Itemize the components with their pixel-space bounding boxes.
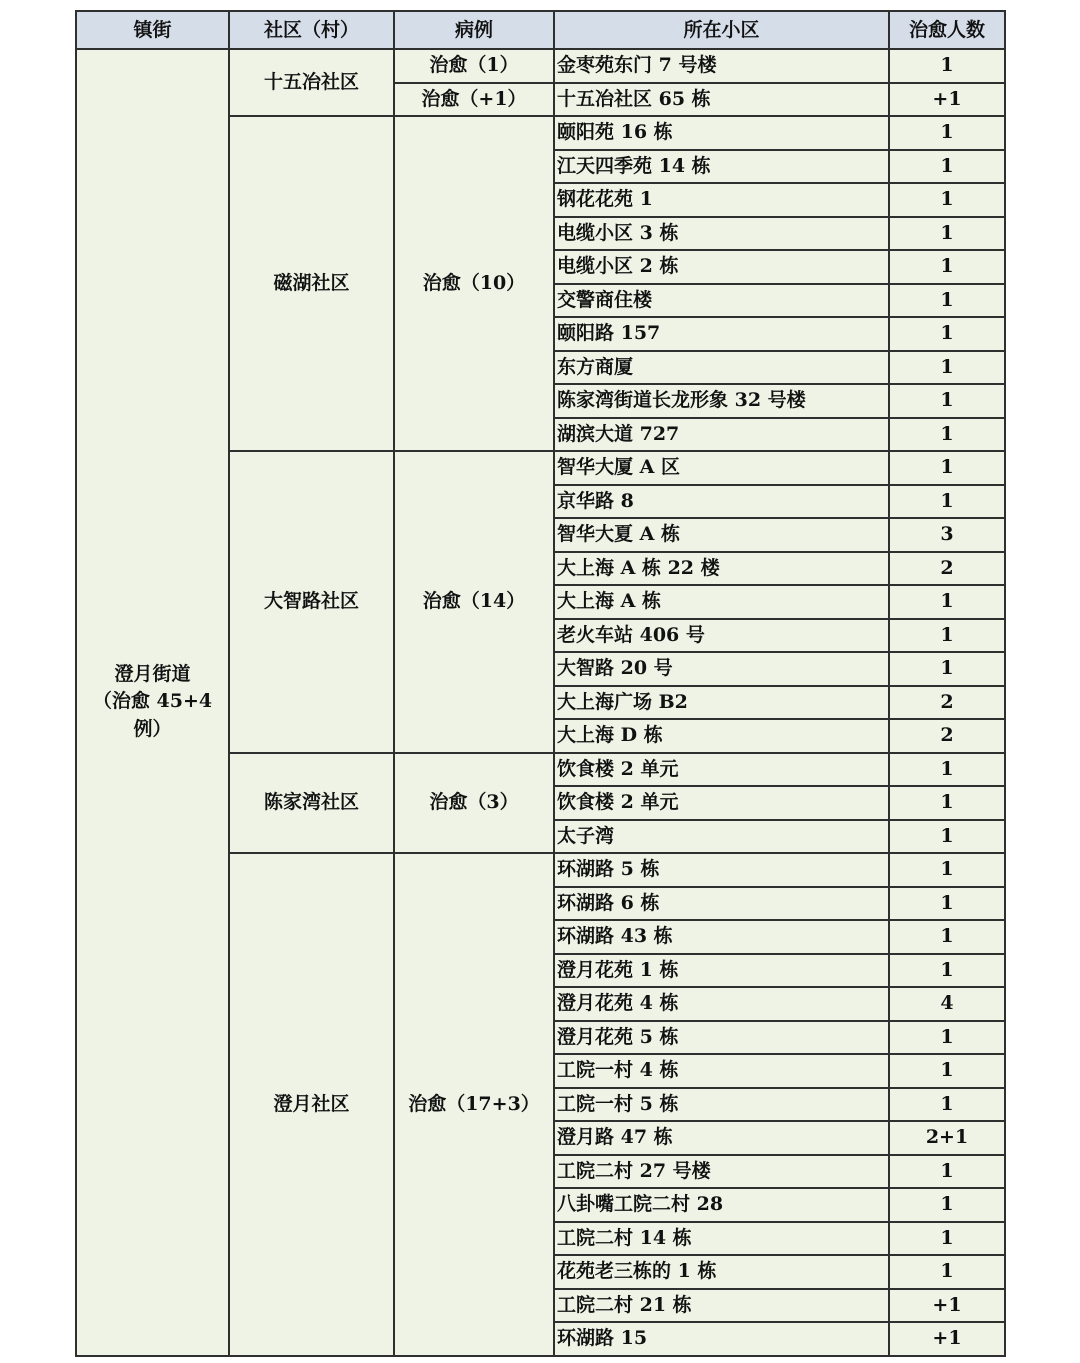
address-cell: 花苑老三栋的 1 栋: [554, 1255, 889, 1289]
street-total: （治愈 45+4 例）: [92, 690, 213, 741]
count-cell: 2: [889, 552, 1005, 586]
address-cell: 环湖路 5 栋: [554, 853, 889, 887]
count-cell: 1: [889, 1188, 1005, 1222]
address-cell: 环湖路 15: [554, 1322, 889, 1356]
address-cell: 澄月花苑 4 栋: [554, 987, 889, 1021]
street-name: 澄月街道: [114, 662, 191, 685]
address-cell: 老火车站 406 号: [554, 619, 889, 653]
count-cell: 1: [889, 1021, 1005, 1055]
count-cell: 3: [889, 518, 1005, 552]
table-row: [76, 49, 1005, 83]
address-cell: 环湖路 43 栋: [554, 920, 889, 954]
address-cell: 饮食楼 2 单元: [554, 786, 889, 820]
address-cell: 澄月花苑 1 栋: [554, 954, 889, 988]
address-cell: 江天四季苑 14 栋: [554, 150, 889, 184]
case-cell: 治愈（+1）: [394, 83, 554, 117]
address-cell: 十五冶社区 65 栋: [554, 83, 889, 117]
address-cell: 京华路 8: [554, 485, 889, 519]
count-cell: 1: [889, 786, 1005, 820]
case-cell: 治愈（1）: [394, 49, 554, 83]
count-cell: 1: [889, 418, 1005, 452]
count-cell: 1: [889, 652, 1005, 686]
address-cell: 大上海 A 栋: [554, 585, 889, 619]
address-cell: 钢花花苑 1: [554, 183, 889, 217]
community-cell: 大智路社区: [229, 451, 394, 753]
address-cell: 颐阳苑 16 栋: [554, 116, 889, 150]
count-cell: 1: [889, 820, 1005, 854]
community-cell: 陈家湾社区: [229, 753, 394, 854]
address-cell: 金枣苑东门 7 号楼: [554, 49, 889, 83]
address-cell: 大上海广场 B2: [554, 686, 889, 720]
address-cell: 工院二村 27 号楼: [554, 1155, 889, 1189]
case-cell: 治愈（14）: [394, 451, 554, 753]
count-cell: 1: [889, 250, 1005, 284]
count-cell: 1: [889, 150, 1005, 184]
address-cell: 电缆小区 2 栋: [554, 250, 889, 284]
community-cell: 磁湖社区: [229, 116, 394, 451]
count-cell: 1: [889, 853, 1005, 887]
address-cell: 颐阳路 157: [554, 317, 889, 351]
count-cell: 1: [889, 317, 1005, 351]
count-cell: 1: [889, 753, 1005, 787]
community-cell: 十五冶社区: [229, 49, 394, 116]
address-cell: 工院二村 14 栋: [554, 1222, 889, 1256]
address-cell: 湖滨大道 727: [554, 418, 889, 452]
count-cell: 1: [889, 49, 1005, 83]
case-cell: 治愈（17+3）: [394, 853, 554, 1356]
count-cell: 1: [889, 619, 1005, 653]
count-cell: +1: [889, 1322, 1005, 1356]
count-cell: 1: [889, 1088, 1005, 1122]
address-cell: 工院二村 21 栋: [554, 1289, 889, 1323]
address-cell: 智华大厦 A 区: [554, 451, 889, 485]
count-cell: 2: [889, 719, 1005, 753]
count-cell: 2: [889, 686, 1005, 720]
address-cell: 大智路 20 号: [554, 652, 889, 686]
case-cell: 治愈（3）: [394, 753, 554, 854]
count-cell: 1: [889, 1222, 1005, 1256]
count-cell: +1: [889, 83, 1005, 117]
header-community: 社区（村）: [229, 11, 394, 49]
case-cell: 治愈（10）: [394, 116, 554, 451]
count-cell: 1: [889, 1155, 1005, 1189]
address-cell: 八卦嘴工院二村 28: [554, 1188, 889, 1222]
count-cell: 1: [889, 1054, 1005, 1088]
count-cell: 1: [889, 284, 1005, 318]
header-address: 所在小区: [554, 11, 889, 49]
community-cell: 澄月社区: [229, 853, 394, 1356]
address-cell: 交警商住楼: [554, 284, 889, 318]
count-cell: +1: [889, 1289, 1005, 1323]
address-cell: 电缆小区 3 栋: [554, 217, 889, 251]
count-cell: 2+1: [889, 1121, 1005, 1155]
address-cell: 环湖路 6 栋: [554, 887, 889, 921]
address-cell: 太子湾: [554, 820, 889, 854]
street-cell: [76, 49, 229, 1356]
address-cell: 饮食楼 2 单元: [554, 753, 889, 787]
address-cell: 东方商厦: [554, 351, 889, 385]
count-cell: 1: [889, 887, 1005, 921]
address-cell: 工院一村 4 栋: [554, 1054, 889, 1088]
count-cell: 1: [889, 954, 1005, 988]
recovery-table: [75, 10, 1006, 1357]
count-cell: 1: [889, 384, 1005, 418]
count-cell: 1: [889, 451, 1005, 485]
count-cell: 1: [889, 217, 1005, 251]
address-cell: 大上海 D 栋: [554, 719, 889, 753]
count-cell: 1: [889, 1255, 1005, 1289]
address-cell: 大上海 A 栋 22 楼: [554, 552, 889, 586]
address-cell: 工院一村 5 栋: [554, 1088, 889, 1122]
count-cell: 1: [889, 585, 1005, 619]
count-cell: 1: [889, 351, 1005, 385]
count-cell: 4: [889, 987, 1005, 1021]
count-cell: 1: [889, 920, 1005, 954]
count-cell: 1: [889, 116, 1005, 150]
address-cell: 智华大夏 A 栋: [554, 518, 889, 552]
address-cell: 澄月花苑 5 栋: [554, 1021, 889, 1055]
address-cell: 陈家湾街道长龙形象 32 号楼: [554, 384, 889, 418]
header-street: 镇街: [76, 11, 229, 49]
count-cell: 1: [889, 183, 1005, 217]
count-cell: 1: [889, 485, 1005, 519]
header-cases: 病例: [394, 11, 554, 49]
table-header-row: [76, 11, 1005, 49]
table-body: [76, 49, 1005, 1356]
address-cell: 澄月路 47 栋: [554, 1121, 889, 1155]
header-count: 治愈人数: [889, 11, 1005, 49]
